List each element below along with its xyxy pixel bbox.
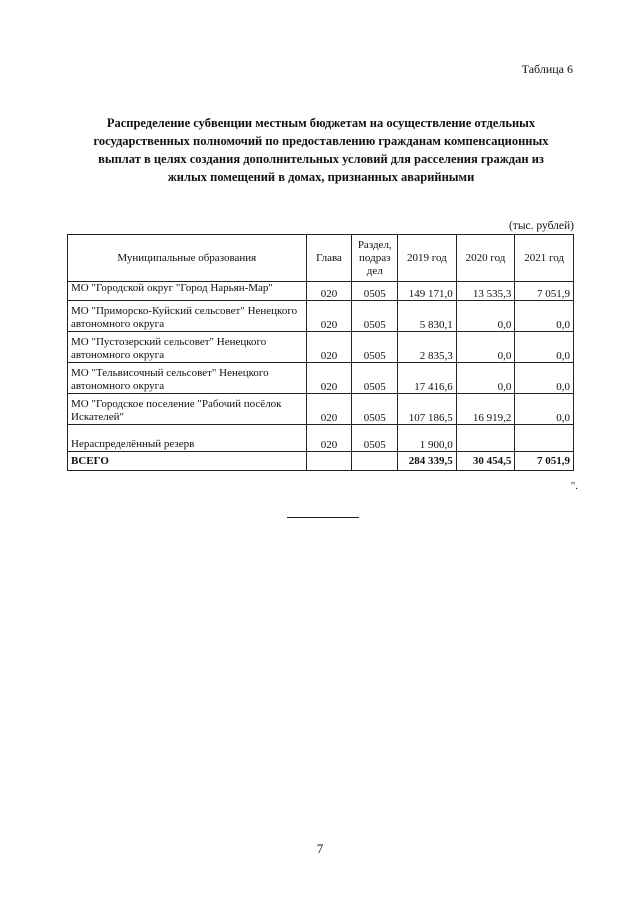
table-label: Таблица 6	[521, 62, 573, 76]
row-chapter: 020	[306, 332, 352, 363]
subvention-table	[67, 234, 574, 471]
row-name: МО "Городской округ "Город Нарьян-Мар"	[68, 282, 307, 301]
row-section: 0505	[352, 394, 398, 425]
column-header-chapter: Глава	[306, 235, 352, 282]
total-value-2020: 30 454,5	[456, 452, 515, 471]
table-row	[68, 301, 574, 332]
row-section: 0505	[352, 282, 398, 301]
row-value-2020	[456, 425, 515, 452]
divider-line	[287, 517, 359, 518]
row-chapter: 020	[306, 425, 352, 452]
row-value-2019: 107 186,5	[398, 394, 457, 425]
row-value-2021: 7 051,9	[515, 282, 574, 301]
row-value-2019: 17 416,6	[398, 363, 457, 394]
page-title: Распределение субвенции местным бюджетам на осуществление отдельных государственных полномочий по предоставлению гражданам компенсационных выплат в целях создания дополнительных условий для расселения граждан из жилых помещений в домах, признанных аварийными	[93, 116, 549, 184]
row-value-2021: 0,0	[515, 301, 574, 332]
row-value-2021: 0,0	[515, 363, 574, 394]
row-chapter: 020	[306, 282, 352, 301]
row-value-2019: 2 835,3	[398, 332, 457, 363]
row-value-2020: 0,0	[456, 332, 515, 363]
row-value-2019: 149 171,0	[398, 282, 457, 301]
row-value-2021	[515, 425, 574, 452]
row-chapter: 020	[306, 363, 352, 394]
row-name: МО "Тельвисочный сельсовет" Ненецкого автономного округа	[68, 363, 307, 394]
row-name: Нераспределённый резерв	[68, 425, 307, 452]
row-name: МО "Городское поселение "Рабочий посёлок Искателей"	[68, 394, 307, 425]
row-value-2021: 0,0	[515, 394, 574, 425]
total-label: ВСЕГО	[68, 452, 307, 471]
row-value-2021: 0,0	[515, 332, 574, 363]
row-value-2020: 16 919,2	[456, 394, 515, 425]
table-row	[68, 394, 574, 425]
total-section	[352, 452, 398, 471]
row-value-2020: 13 535,3	[456, 282, 515, 301]
column-header-2021: 2021 год	[515, 235, 574, 282]
row-section: 0505	[352, 332, 398, 363]
table-total-row	[68, 452, 574, 471]
page-number: 7	[316, 841, 324, 856]
table-row	[68, 363, 574, 394]
row-value-2020: 0,0	[456, 363, 515, 394]
row-chapter: 020	[306, 394, 352, 425]
column-header-name: Муниципальные образования	[68, 235, 307, 282]
row-name: МО "Приморско-Куйский сельсовет" Ненецкого автономного округа	[68, 301, 307, 332]
row-chapter: 020	[306, 301, 352, 332]
total-value-2019: 284 339,5	[398, 452, 457, 471]
total-chapter	[306, 452, 352, 471]
table-header-row	[68, 235, 574, 282]
table-row	[68, 332, 574, 363]
table-row	[68, 282, 574, 301]
row-value-2019: 1 900,0	[398, 425, 457, 452]
column-header-section: Раздел, подраз дел	[352, 235, 398, 282]
row-section: 0505	[352, 425, 398, 452]
table-row	[68, 425, 574, 452]
row-value-2019: 5 830,1	[398, 301, 457, 332]
row-value-2020: 0,0	[456, 301, 515, 332]
row-section: 0505	[352, 363, 398, 394]
column-header-2020: 2020 год	[456, 235, 515, 282]
row-section: 0505	[352, 301, 398, 332]
closing-quote-mark: ".	[570, 480, 578, 492]
total-value-2021: 7 051,9	[515, 452, 574, 471]
column-header-2019: 2019 год	[398, 235, 457, 282]
units-label: (тыс. рублей)	[508, 220, 574, 232]
row-name: МО "Пустозерский сельсовет" Ненецкого автономного округа	[68, 332, 307, 363]
